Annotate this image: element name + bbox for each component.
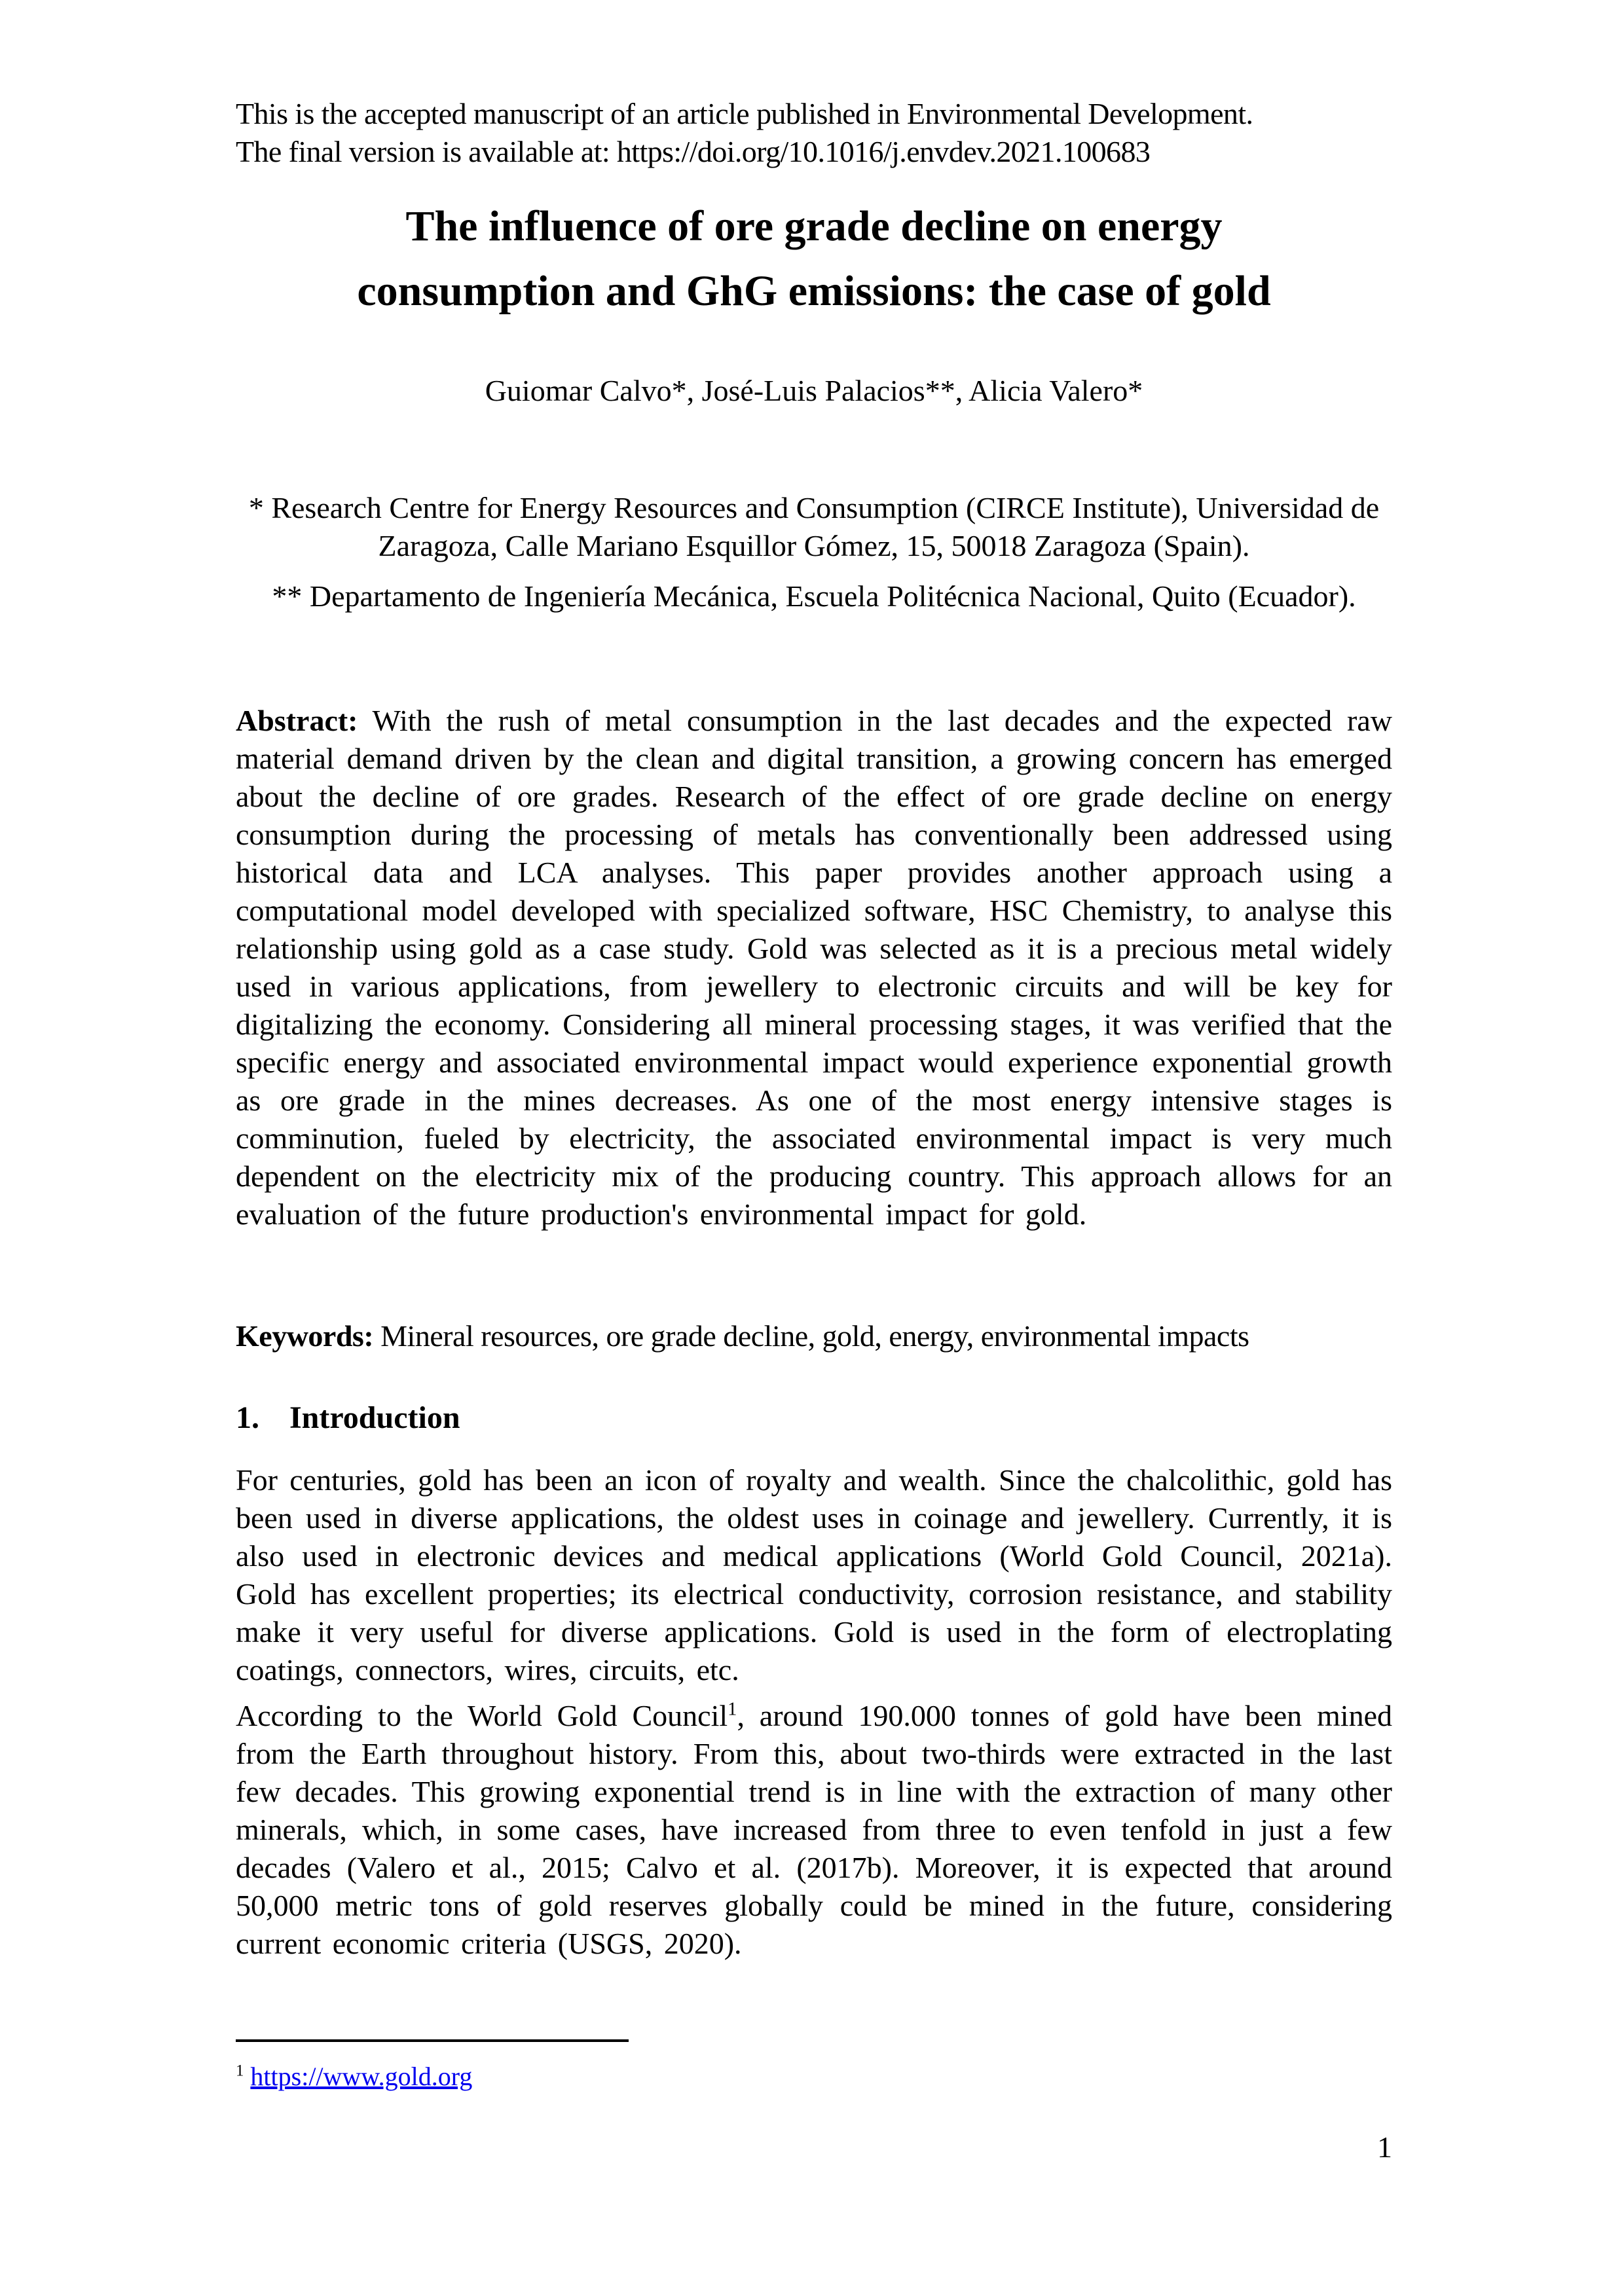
- abstract-text: With the rush of metal consumption in the last decades and the expected raw material demand driven by the clean and digital transition, a growing concern has emerged about the decline of ore grades. Research of the effect of ore grade decline on energy consumption during the processing of metals has conventionally been addressed using historical data and LCA analyses. This paper provides another approach using a computational model developed with specialized software, HSC Chemistry, to analyse this relationship using gold as a case study. Gold was selected as it is a precious metal widely used in various applications, from jewellery to electronic circuits and will be key for digitalizing the economy. Considering all mineral processing stages, it was verified that the specific energy and associated environmental impact would experience exponential growth as ore grade in the mines decreases. As one of the most energy intensive stages is comminution, fueled by electricity, the associated environmental impact is very much dependent on the electricity mix of the producing country. This approach allows for an evaluation of the future production's environmental impact for gold.: [236, 704, 1392, 1231]
- keywords-label: Keywords:: [236, 1319, 374, 1353]
- section-title: Introduction: [289, 1400, 460, 1435]
- keywords-text: Mineral resources, ore grade decline, gold, energy, environmental impacts: [380, 1319, 1249, 1353]
- intro-paragraph-2-text-end: , around 190.000 tonnes of gold have been mined from the Earth throughout history. From this, about two-thirds were extracted in the last few decades. This growing exponential trend is in line with the extraction of many other minerals, which, in some cases, have increased from three to even tenfold in just a few decades (Valero et al., 2015; Calvo et al. (2017b). Moreover, it is expected that around 50,000 metric tons of gold reserves globally could be mined in the future, considering current economic criteria (USGS, 2020).: [236, 1699, 1393, 1960]
- abstract-paragraph: [236, 702, 1392, 1233]
- keywords-line: [236, 1317, 1392, 1355]
- affiliation-2: ** Departamento de Ingeniería Mecánica, Escuela Politécnica Nacional, Quito (Ecuador).: [272, 579, 1356, 613]
- authors-line: Guiomar Calvo*, José-Luis Palacios**, Alicia Valero*: [485, 374, 1143, 407]
- intro-paragraph-2: [236, 1697, 1392, 1963]
- header-note-line-2: The final version is available at: https://doi.org/10.1016/j.envdev.2021.100683: [236, 135, 1151, 168]
- affiliation-1: * Research Centre for Energy Resources and Consumption (CIRCE Institute), Universidad de Zaragoza, Calle Mariano Esquillor Gómez, 15, 50018 Zaragoza (Spain).: [248, 491, 1380, 562]
- paper-title: [236, 194, 1392, 323]
- accepted-manuscript-note: [236, 95, 1392, 171]
- paper-title-line-2: consumption and GhG emissions: the case of gold: [357, 267, 1271, 315]
- footnote-reference-superscript: 1: [728, 1699, 737, 1720]
- footnote: [236, 2061, 1392, 2092]
- section-heading-introduction: [236, 1399, 1392, 1437]
- intro-paragraph-2-text-start: According to the World Gold Council: [236, 1699, 728, 1732]
- page-number: 1: [1377, 2130, 1392, 2164]
- footnote-separator-rule: [236, 2039, 629, 2042]
- paper-title-line-1: The influence of ore grade decline on energy: [405, 202, 1223, 250]
- header-note-line-1: This is the accepted manuscript of an article published in Environmental Development.: [236, 97, 1253, 130]
- footnote-link[interactable]: https://www.gold.org: [250, 2062, 473, 2091]
- footnote-marker: 1: [236, 2062, 244, 2080]
- intro-paragraph-1: For centuries, gold has been an icon of royalty and wealth. Since the chalcolithic, gold has been used in diverse applications, the oldest uses in coinage and jewellery. Currently, it is also used in electronic devices and medical applications (World Gold Council, 2021a). Gold has excellent properties; its electrical conductivity, corrosion resistance, and stability make it very useful for diverse applications. Gold is used in the form of electroplating coatings, connectors, wires, circuits, etc.: [236, 1463, 1392, 1686]
- section-number: 1.: [236, 1400, 259, 1435]
- abstract-label: Abstract:: [236, 704, 358, 737]
